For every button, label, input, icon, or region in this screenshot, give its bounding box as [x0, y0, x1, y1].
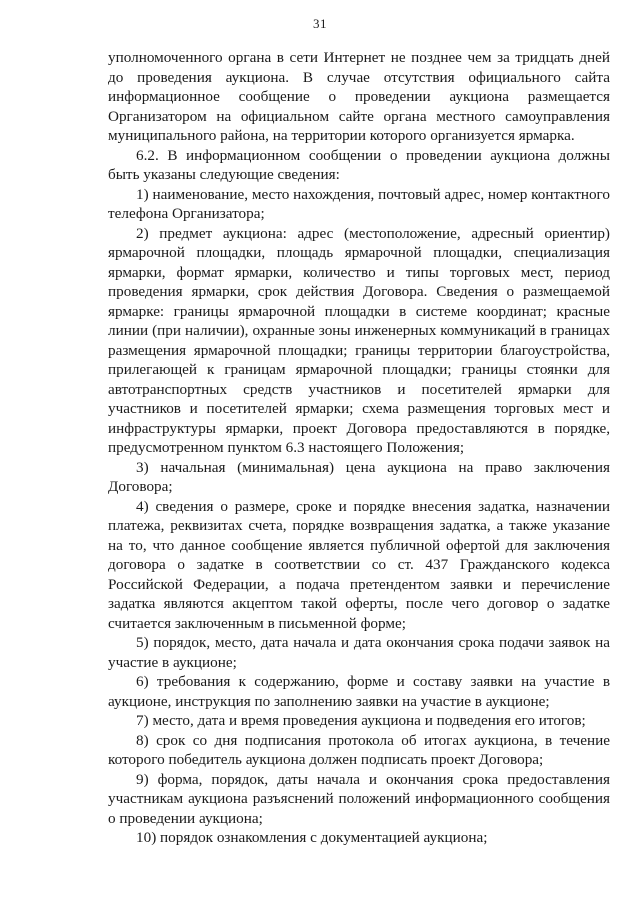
- list-item-5: 5) порядок, место, дата начала и дата окончания срока подачи заявок на участие в аукционе;: [108, 634, 610, 671]
- list-item-1: 1) наименование, место нахождения, почтовый адрес, номер контактного телефона Организатора;: [108, 185, 610, 222]
- paragraph-continuation: уполномоченного органа в сети Интернет не позднее чем за тридцать дней до проведения аукциона. В случае отсутствия официального сайта информационное сообщение о проведении аукциона размещается Организатором на официальном сайте органа местного самоуправления муниципального района, на территории которого организуется ярмарка.: [108, 49, 610, 144]
- paragraph-section-6-2: 6.2. В информационном сообщении о проведении аукциона должны быть указаны следующие сведения:: [108, 146, 610, 183]
- list-item-4: 4) сведения о размере, сроке и порядке внесения задатка, назначении платежа, реквизитах счета, порядке возвращения задатка, а также указание на то, что данное сообщение является публичной офертой для заключения договора о задатке в соответствии со ст. 437 Гражданского кодекса Российской Федерации, а подача претендентом заявки и перечисление задатка являются акцептом такой оферты, после чего договор о задатке считается заключенным в письменной форме;: [108, 497, 610, 632]
- document-body: [108, 48, 610, 848]
- page-number: 31: [313, 16, 327, 31]
- list-item-9: 9) форма, порядок, даты начала и окончания срока предоставления участникам аукциона разъяснений положений информационного сообщения о проведении аукциона;: [108, 770, 610, 827]
- list-item-2: 2) предмет аукциона: адрес (местоположение, адресный ориентир) ярмарочной площадки, площадь ярмарочной площадки, специализация ярмарки, формат ярмарки, количество и типы торговых мест, период проведения ярмарки, срок действия Договора. Сведения о размещаемой ярмарке: границы ярмарочной площадки в системе координат; красные линии (при наличии), охранные зоны инженерных коммуникаций в границах размещения ярмарочной площадки; границы территории благоустройства, прилегающей к границам ярмарочной площадки; границы стоянки для автотранспортных средств участников и посетителей ярмарки для участников и посетителей ярмарки; схема размещения торговых мест и инфраструктуры ярмарки, проект Договора предоставляются в порядке, предусмотренном пунктом 6.3 настоящего Положения;: [108, 224, 610, 456]
- list-item-8: 8) срок со дня подписания протокола об итогах аукциона, в течение которого победитель аукциона должен подписать проект Договора;: [108, 731, 610, 768]
- list-item-10: 10) порядок ознакомления с документацией аукциона;: [136, 829, 488, 846]
- list-item-7: 7) место, дата и время проведения аукциона и подведения его итогов;: [136, 712, 586, 729]
- list-item-6: 6) требования к содержанию, форме и составу заявки на участие в аукционе, инструкция по заполнению заявки на участие в аукционе;: [108, 673, 610, 710]
- list-item-3: 3) начальная (минимальная) цена аукциона на право заключения Договора;: [108, 458, 610, 495]
